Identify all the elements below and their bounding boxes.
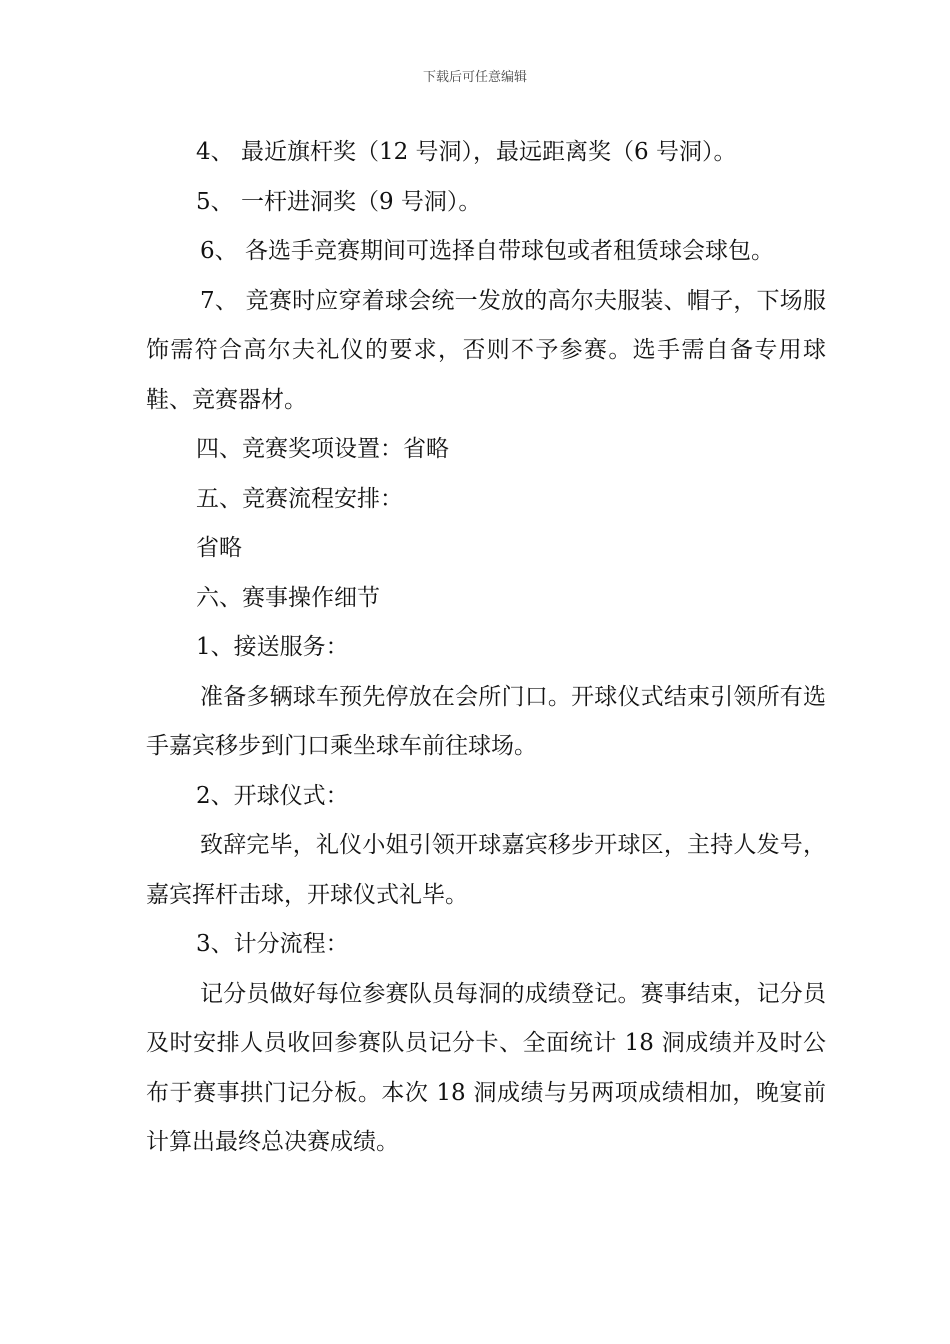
paragraph-award-items: 4、 最近旗杆奖（12 号洞），最远距离奖（6 号洞）。	[196, 139, 737, 165]
subheading-scoring: 3、计分流程：	[196, 931, 349, 957]
subheading-shuttle: 1、接送服务：	[196, 634, 349, 660]
document-body	[146, 128, 826, 1168]
paragraph-scoring: 记分员做好每位参赛队员每洞的成绩登记。赛事结束，记分员及时安排人员收回参赛队员记分卡、全面统计 18 洞成绩并及时公布于赛事拱门记分板。本次 18 洞成绩与另两项成绩相加，晚宴前计算出最终总决赛成绩。	[146, 980, 826, 1155]
paragraph-shuttle: 准备多辆球车预先停放在会所门口。开球仪式结束引领所有选手嘉宾移步到门口乘坐球车前往球场。	[146, 683, 826, 759]
subheading-opening-ceremony: 2、开球仪式：	[196, 782, 349, 809]
page-header-note: 下载后可任意编辑	[422, 70, 527, 85]
section-heading-operations: 六、赛事操作细节	[196, 584, 380, 611]
paragraph-dress-code: 7、 竞赛时应穿着球会统一发放的高尔夫服装、帽子，下场服饰需符合高尔夫礼仪的要求，否则不予参赛。选手需自备专用球鞋、竞赛器材。	[146, 287, 826, 413]
paragraph-hole-in-one: 5、 一杆进洞奖（9 号洞）。	[196, 188, 482, 215]
paragraph-omitted: 省略	[196, 535, 242, 561]
section-heading-awards: 四、竞赛奖项设置：省略	[196, 436, 449, 462]
paragraph-opening-ceremony: 致辞完毕，礼仪小姐引领开球嘉宾移步开球区，主持人发号，嘉宾挥杆击球，开球仪式礼毕。	[146, 832, 826, 908]
paragraph-golf-bag: 6、 各选手竞赛期间可选择自带球包或者租赁球会球包。	[200, 238, 774, 264]
section-heading-schedule: 五、竞赛流程安排：	[196, 485, 403, 512]
